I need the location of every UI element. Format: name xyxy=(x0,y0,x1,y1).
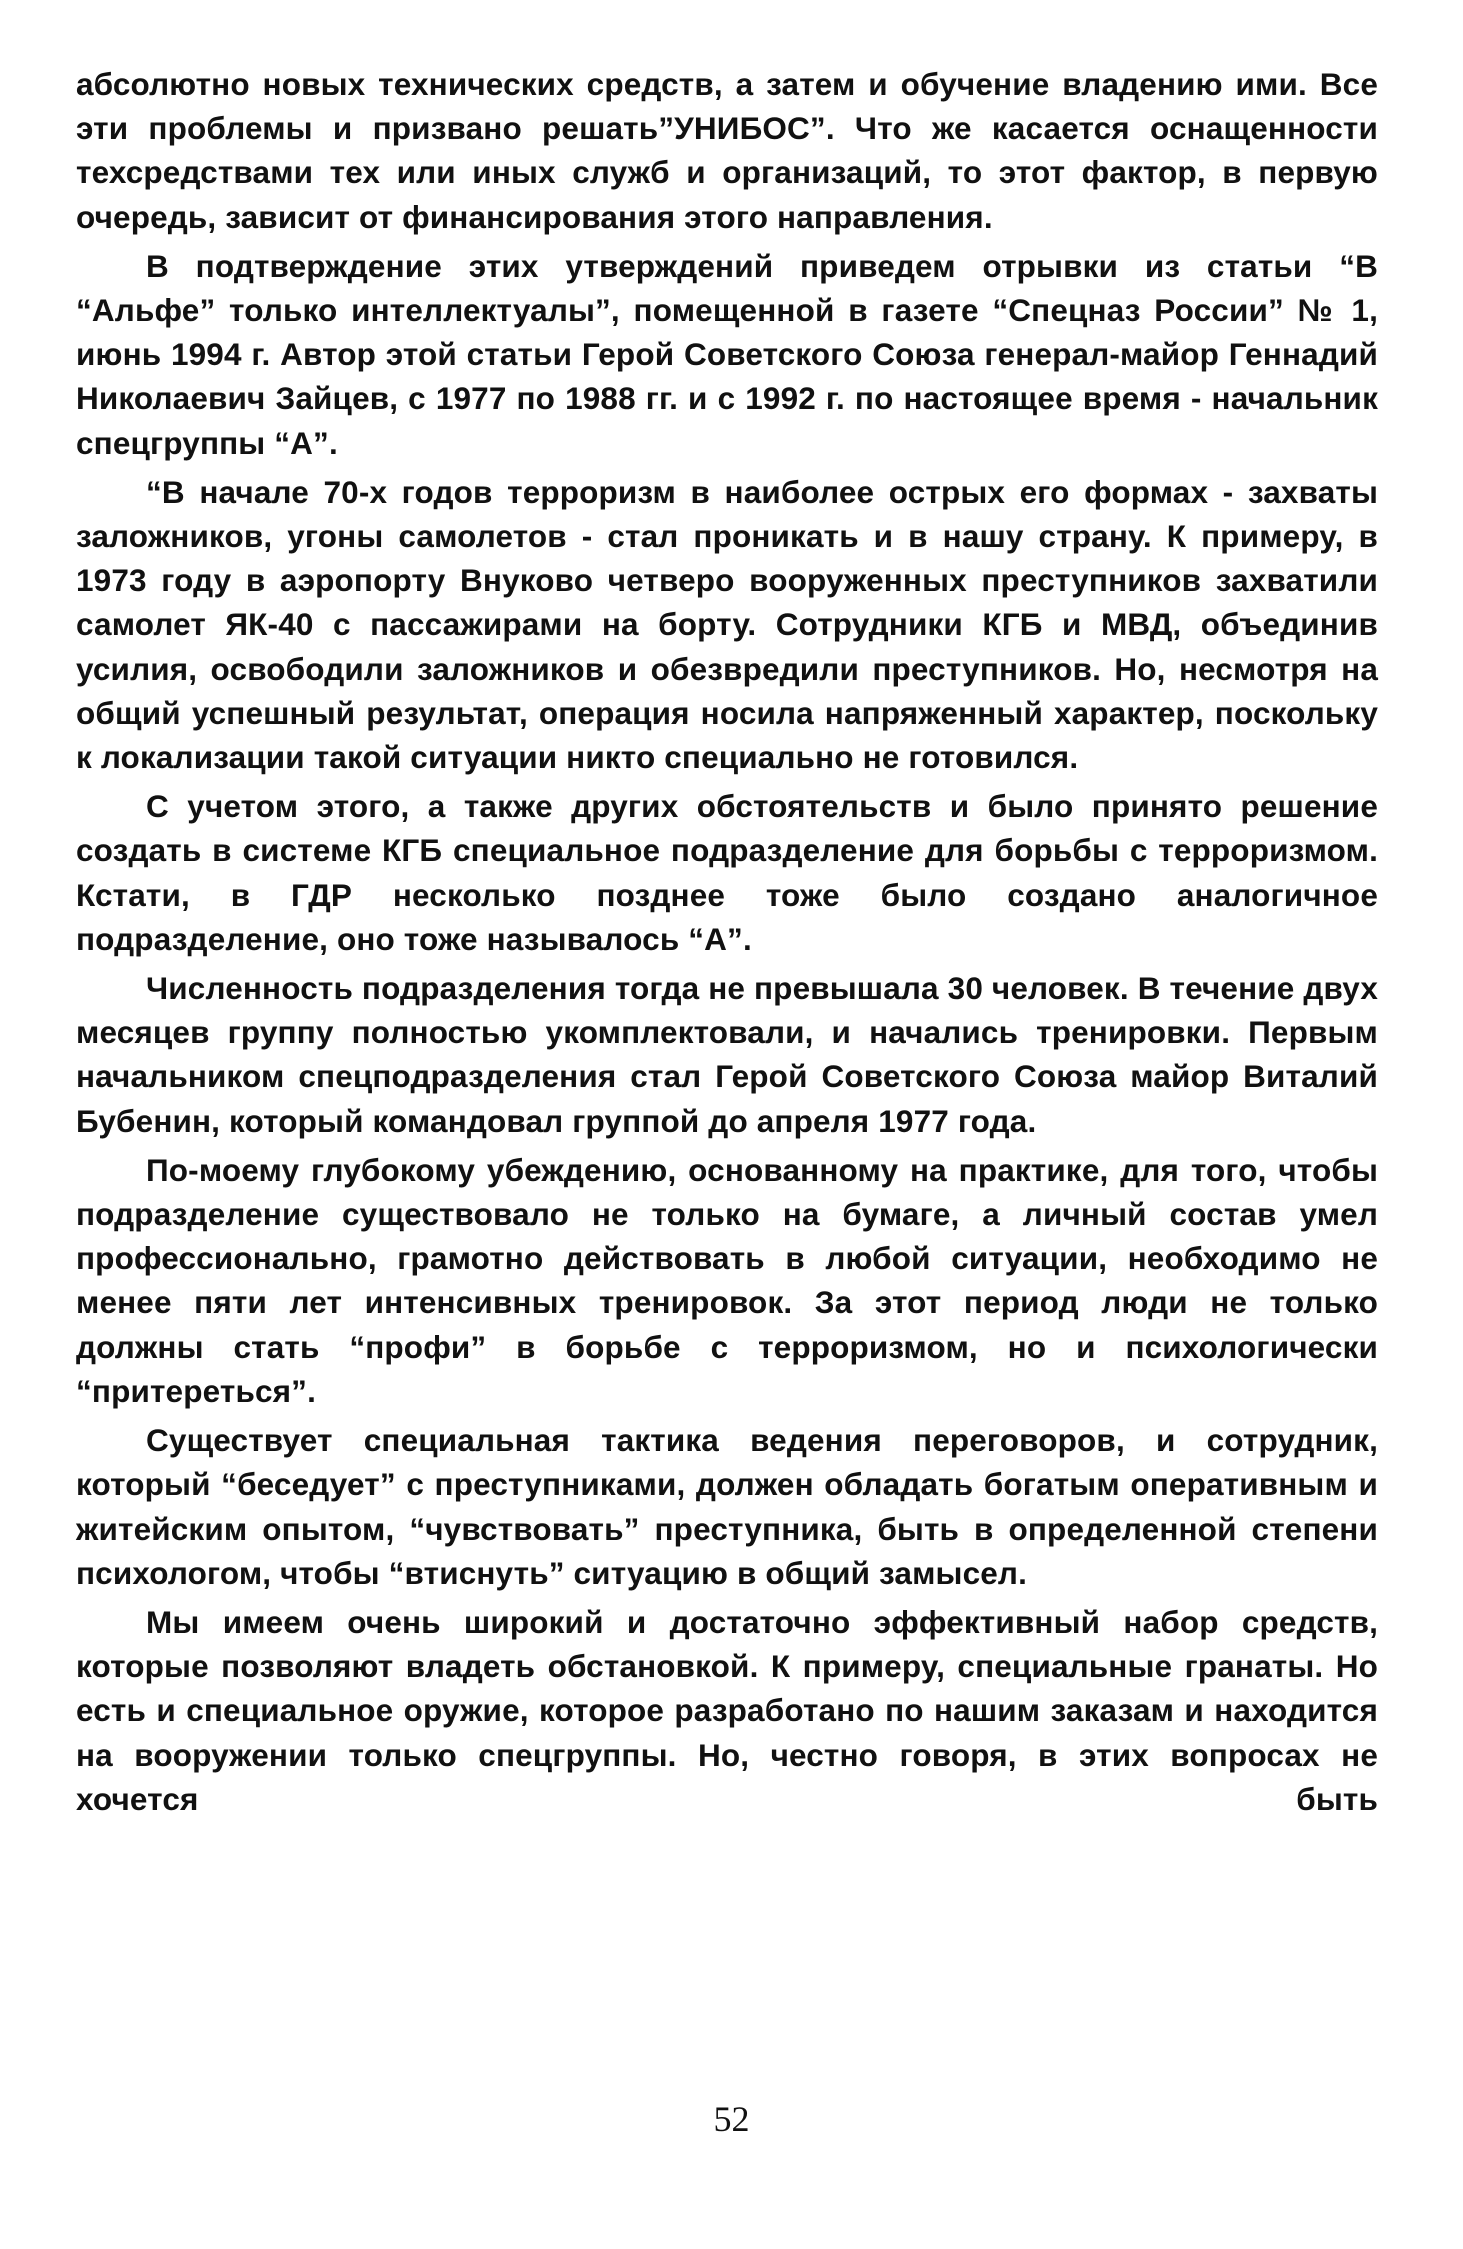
document-page xyxy=(76,62,1378,1826)
paragraph-unit-size: Численность подразделения тогда не превышала 30 человек. В течение двух месяцев группу полностью укомплектовали, и начались тренировки. Первым начальником спецподразделения стал Герой Советского Союза майор Виталий Бубенин, который командовал группой до апреля 1977 года. xyxy=(76,970,1378,1139)
paragraph-equipment: Мы имеем очень широкий и достаточно эффективный набор средств, которые позволяют владеть обстановкой. К примеру, специальные гранаты. Но есть и специальное оружие, которое разработано по нашим заказам и находится на вооружении только спецгруппы. Но, честно говоря, в этих вопросах не хочется быть xyxy=(76,1603,1378,1817)
paragraph-kgb-unit: С учетом этого, а также других обстоятельств и было принято решение создать в системе КГБ специальное подразделение для борьбы с терроризмом. Кстати, в ГДР несколько позднее тоже было создано аналогичное подразделение, оно тоже называлось “А”. xyxy=(76,788,1378,957)
page-number: 52 xyxy=(713,2099,750,2139)
paragraph-quote-start: “В начале 70-х годов терроризм в наиболее острых его формах - захваты заложников, угоны самолетов - стал проникать и в нашу страну. К примеру, в 1973 году в аэропорту Внуково четверо вооруженных преступников захватили самолет ЯК-40 с пассажирами на борту. Сотрудники КГБ и МВД, объединив усилия, освободили заложников и обезвредили преступников. Но, несмотря на общий успешный результат, операция носила напряженный характер, поскольку к локализации такой ситуации никто специально не готовился. xyxy=(76,473,1378,776)
paragraph-negotiation: Существует специальная тактика ведения переговоров, и сотрудник, который “беседует” с преступниками, должен обладать богатым оперативным и житейским опытом, “чувствовать” преступника, быть в определенной степени психологом, чтобы “втиснуть” ситуацию в общий замысел. xyxy=(76,1422,1378,1591)
paragraph-training: По-моему глубокому убеждению, основанному на практике, для того, чтобы подразделение существовало не только на бумаге, а личный состав умел профессионально, грамотно действовать в любой ситуации, необходимо не менее пяти лет интенсивных тренировок. За этот период люди не только должны стать “профи” в борьбе с терроризмом, но и психологически “притереться”. xyxy=(76,1151,1378,1409)
paragraph-article-intro: В подтверждение этих утверждений приведем отрывки из статьи “В “Альфе” только интеллектуалы”, помещенной в газете “Спецназ России” № 1, июнь 1994 г. Автор этой статьи Герой Советского Союза генерал-майор Геннадий Николаевич Зайцев, с 1977 по 1988 гг. и с 1992 г. по настоящее время - начальник спецгруппы “А”. xyxy=(76,247,1378,461)
paragraph-continuation: абсолютно новых технических средств, а затем и обучение владению ими. Все эти проблемы и призвано решать”УНИБОС”. Что же касается оснащенности техсредствами тех или иных служб и организаций, то этот фактор, в первую очередь, зависит от финансирования этого направления. xyxy=(76,66,1378,235)
